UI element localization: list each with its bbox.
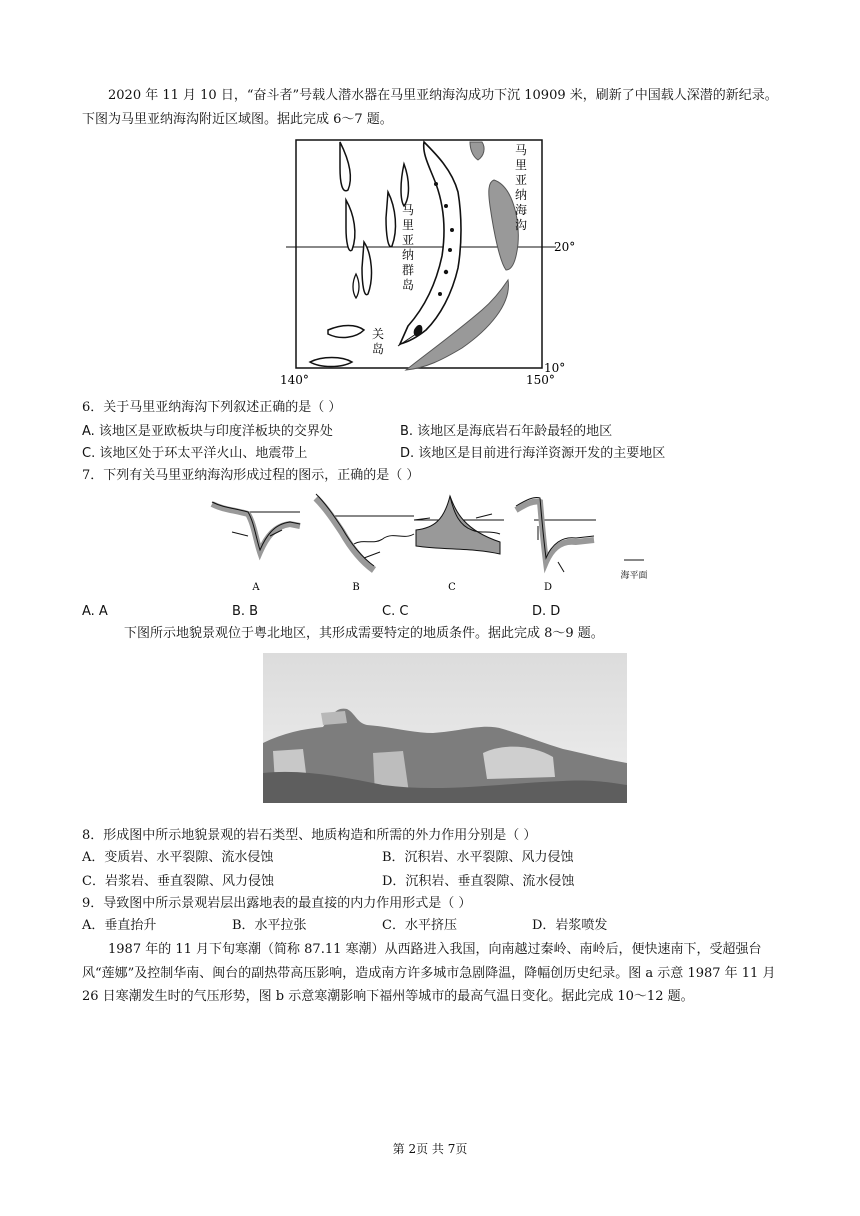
guam-label: 关岛: [372, 327, 385, 356]
q9-option-b[interactable]: B．水平拉张: [232, 918, 307, 933]
sea-level-legend: 海平面: [620, 571, 648, 581]
diagram-b-label: B: [352, 582, 360, 593]
diagram-b: [316, 494, 414, 593]
intro-10-12: 1987 年的 11 月下旬寒潮（简称 87.11 寒潮）从西路进入我国，向南越过秦岭、南岭后，便快速南下，受超强台风“莲娜”及控制华南、闽台的副热带高压影响，造成南方许多城市急剧降温，降幅创历史纪录。图 a 示意 1987 年 11 月 26 日寒潮发生时的气压形势，图 b 示意寒潮影响下福州等城市的最高气温日变化。据此完成 10～12 题。: [82, 942, 776, 1004]
diagram-d-label: D: [543, 582, 553, 593]
diagram-a-label: A: [252, 582, 260, 593]
q9-option-c[interactable]: C．水平挤压: [382, 918, 457, 933]
diagram-d: [516, 497, 596, 593]
q7-option-c[interactable]: C. C: [382, 604, 409, 619]
q7-option-a[interactable]: A. A: [82, 604, 108, 619]
lon-140-label: 140°: [280, 373, 309, 387]
mariana-trench-map: [276, 134, 576, 388]
trench-formation-diagrams: [204, 490, 654, 596]
lat-20-label: 20°: [554, 240, 576, 254]
q9-stem: 9．导致图中所示景观岩层出露地表的最直接的内力作用形式是（ ）: [82, 896, 472, 911]
q9-option-a[interactable]: A．垂直抬升: [82, 918, 157, 933]
q6-option-b[interactable]: B. 该地区是海底岩石年龄最轻的地区: [400, 424, 613, 439]
page-footer: 第 2页 共 7页: [392, 1142, 468, 1156]
q6-stem: 6．关于马里亚纳海沟下列叙述正确的是（ ）: [82, 400, 342, 415]
q7-stem: 7．下列有关马里亚纳海沟形成过程的图示，正确的是（ ）: [82, 468, 420, 483]
q8-option-d[interactable]: D．沉积岩、垂直裂隙、流水侵蚀: [382, 874, 575, 889]
diagram-c-label: C: [448, 582, 456, 593]
q9-option-d[interactable]: D．岩浆喷发: [532, 918, 608, 933]
q6-option-a[interactable]: A. 该地区是亚欧板块与印度洋板块的交界处: [82, 424, 333, 439]
q8-option-b[interactable]: B．沉积岩、水平裂隙、风力侵蚀: [382, 850, 574, 865]
intro-8-9: 下图所示地貌景观位于粤北地区，其形成需要特定的地质条件。据此完成 8～9 题。: [124, 626, 604, 641]
diagram-a: [212, 502, 300, 593]
intro-6-7: 2020 年 11 月 10 日，“奋斗者”号载人潜水器在马里亚纳海沟成功下沉 10909 米，刷新了中国载人深潜的新纪录。下图为马里亚纳海沟附近区域图。据此完成 6～7 题。: [82, 88, 778, 127]
q7-option-b[interactable]: B. B: [232, 604, 259, 619]
lat-10-label: 10°: [544, 361, 566, 375]
danxia-landform-photo: [263, 653, 627, 803]
q7-option-d[interactable]: D. D: [532, 604, 561, 619]
q8-stem: 8．形成图中所示地貌景观的岩石类型、地质构造和所需的外力作用分别是（ ）: [82, 828, 537, 843]
q8-option-a[interactable]: A．变质岩、水平裂隙、流水侵蚀: [82, 850, 274, 865]
islands-label: 马里亚纳群岛: [401, 203, 415, 292]
q6-option-c[interactable]: C. 该地区处于环太平洋火山、地震带上: [82, 446, 308, 461]
q8-option-c[interactable]: C．岩浆岩、垂直裂隙、风力侵蚀: [82, 874, 274, 889]
q6-option-d[interactable]: D. 该地区是目前进行海洋资源开发的主要地区: [400, 446, 666, 461]
lon-150-label: 150°: [526, 373, 555, 387]
diagram-c: [414, 496, 504, 593]
trench-label: 马里亚纳海沟: [514, 143, 528, 232]
